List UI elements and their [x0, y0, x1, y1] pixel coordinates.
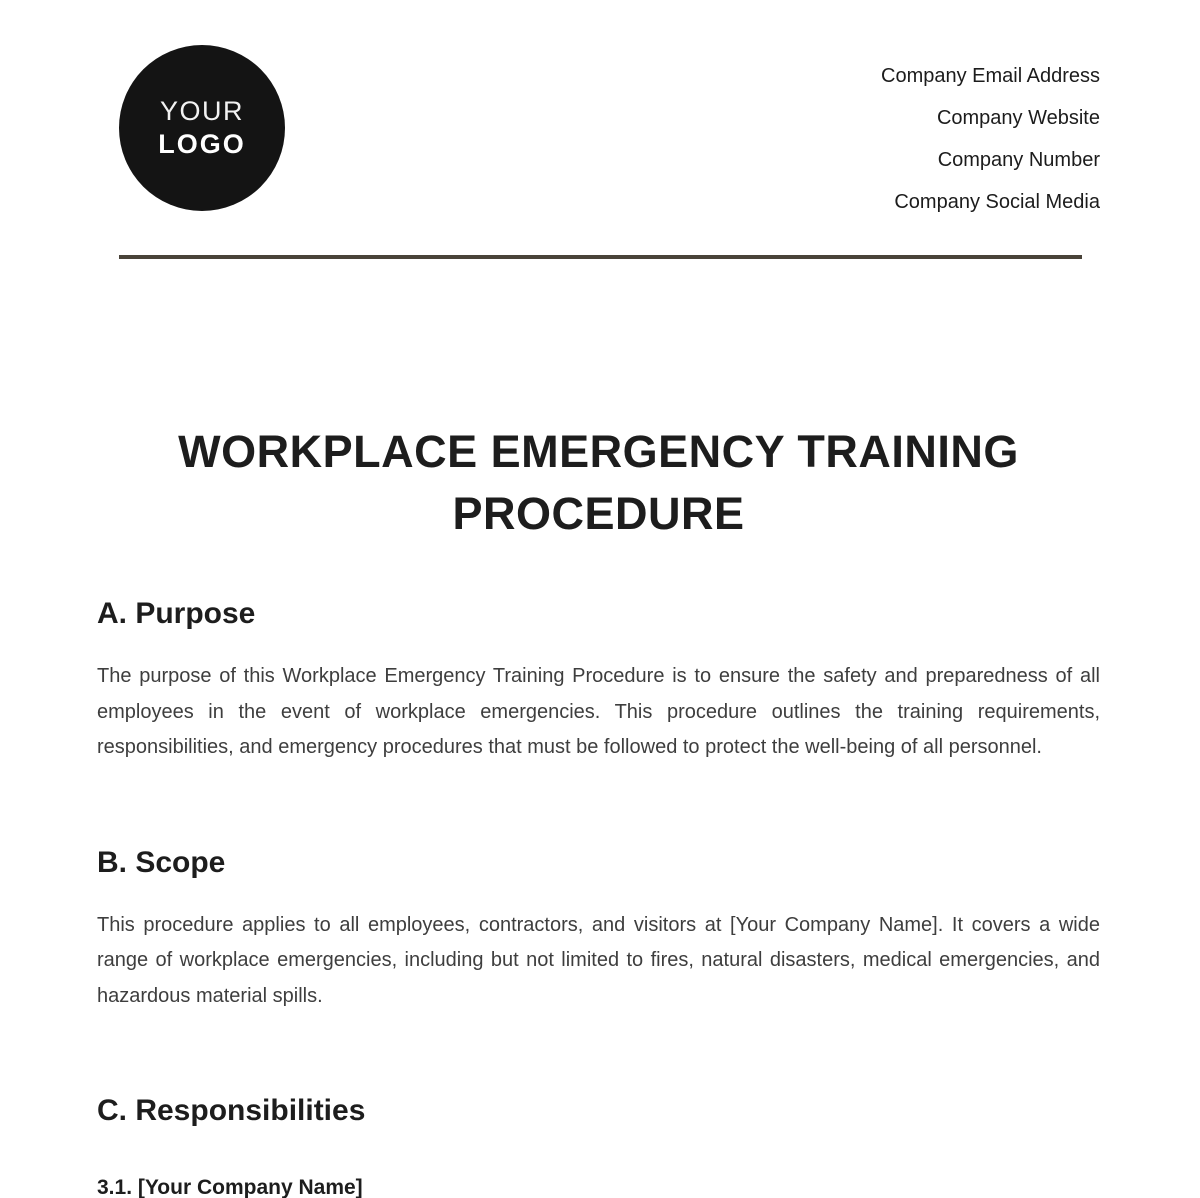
subsection-company-name-heading: 3.1. [Your Company Name] — [97, 1176, 363, 1198]
company-website: Company Website — [936, 107, 1100, 129]
company-logo — [119, 45, 285, 211]
document-body — [97, 421, 1100, 1198]
logo-text-your: YOUR — [159, 96, 244, 126]
section-responsibilities-heading: C. Responsibilities — [97, 1094, 366, 1127]
document-header — [97, 45, 1100, 223]
section-purpose-body: The purpose of this Workplace Emergency Training Procedure is to ensure the safety and preparedness of all employees in the event of workplace emergencies. This procedure outlines the training requirements, responsibilities, and emergency procedures that must be followed to protect the well-being of all personnel. — [97, 665, 1100, 758]
document-title: WORKPLACE EMERGENCY TRAINING PROCEDURE — [178, 426, 1019, 539]
section-scope-body: This procedure applies to all employees, contractors, and visitors at [Your Company Name]. It covers a wide range of workplace emergencies, including but not limited to fires, natural disasters, medical emergencies, and hazardous material spills. — [97, 913, 1100, 1007]
section-scope-heading: B. Scope — [97, 845, 226, 879]
company-social-media: Company Social Media — [894, 191, 1100, 213]
section-purpose-heading: A. Purpose — [97, 597, 256, 630]
company-contact-block — [881, 45, 1100, 223]
company-email-address: Company Email Address — [881, 65, 1100, 87]
header-divider — [119, 255, 1082, 259]
company-number: Company Number — [937, 149, 1100, 171]
logo-text-logo: LOGO — [158, 129, 246, 159]
